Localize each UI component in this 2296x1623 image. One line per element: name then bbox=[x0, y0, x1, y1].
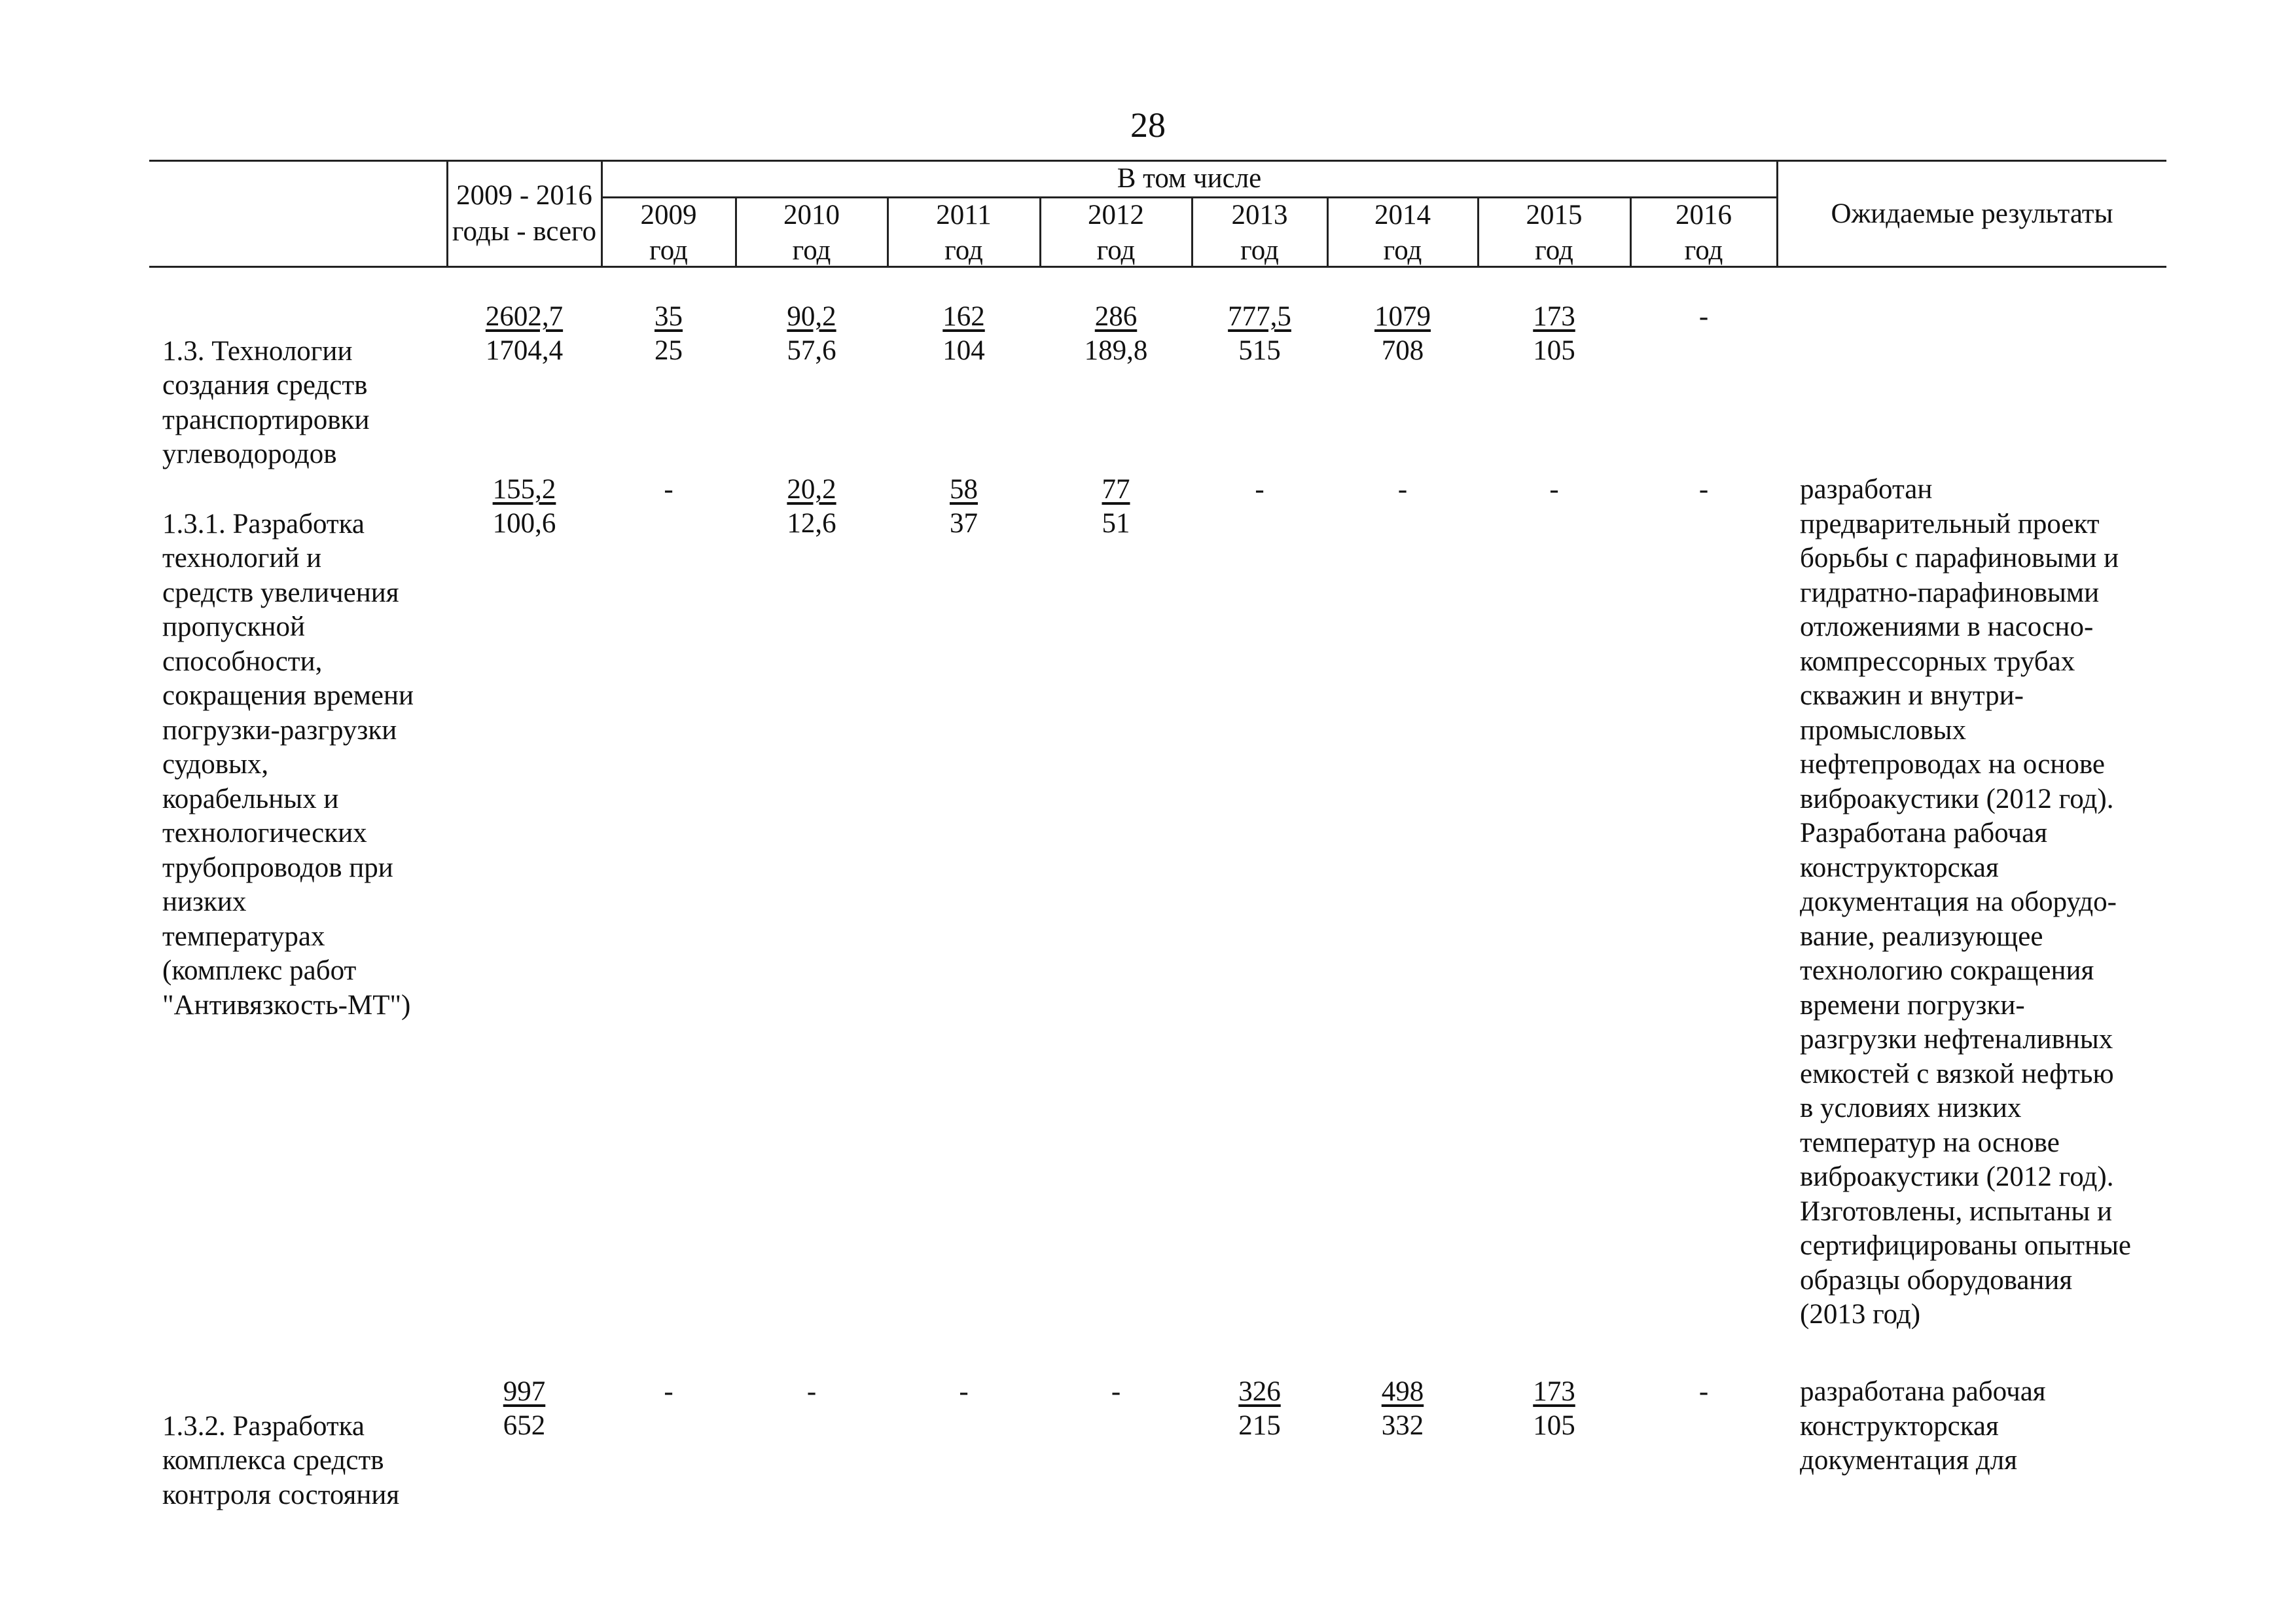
year-cell bbox=[602, 1375, 735, 1409]
year-value-top: 498 bbox=[1381, 1376, 1424, 1407]
results-line: технологию сокращения bbox=[1800, 955, 2094, 986]
results-line: емкостей с вязкой нефтью bbox=[1800, 1058, 2114, 1089]
row-name-line: контроля состояния bbox=[162, 1479, 400, 1510]
year-cell bbox=[1041, 1375, 1191, 1409]
year-value-bottom: 104 bbox=[942, 335, 985, 366]
year-value-top: 173 bbox=[1533, 1376, 1575, 1407]
results-line: конструкторская bbox=[1800, 852, 1999, 883]
year-cell bbox=[1479, 473, 1630, 507]
year-cell bbox=[1193, 300, 1327, 368]
year-cell bbox=[888, 1375, 1039, 1409]
results-line: скважин и внутри- bbox=[1800, 680, 2024, 711]
year-cell bbox=[1328, 300, 1477, 368]
year-header-2010: 2010 bbox=[783, 200, 840, 230]
year-cell bbox=[1631, 1375, 1776, 1409]
year-cell bbox=[736, 473, 887, 541]
results-line: разгрузки нефтеналивных bbox=[1800, 1024, 2113, 1055]
year-header-2009: 2009 bbox=[640, 200, 697, 230]
row-name-line: средств увеличения bbox=[162, 577, 399, 608]
year-value-bottom: 105 bbox=[1533, 1410, 1575, 1441]
results-line: в условиях низких bbox=[1800, 1093, 2022, 1123]
year-cell bbox=[1479, 1375, 1630, 1443]
year-value-top: - bbox=[806, 1376, 817, 1407]
year-header-2011: 2011 bbox=[936, 200, 992, 230]
col-divider bbox=[446, 161, 448, 266]
year-value-bottom: 25 bbox=[655, 335, 683, 366]
results-header: Ожидаемые результаты bbox=[1831, 198, 2113, 229]
year-value-bottom: 708 bbox=[1381, 335, 1424, 366]
year-value-top: - bbox=[1698, 301, 1709, 332]
year-value-bottom: 189,8 bbox=[1084, 335, 1148, 366]
year-cell bbox=[736, 1375, 887, 1409]
row-name bbox=[162, 300, 369, 472]
total-budget: 652 bbox=[503, 1410, 546, 1441]
year-value-bottom: 57,6 bbox=[787, 335, 836, 366]
year-value-bottom: 515 bbox=[1238, 335, 1281, 366]
row-name-line: температурах bbox=[162, 921, 325, 952]
total-budget: 1704,4 bbox=[485, 335, 564, 366]
total-funding: 997 bbox=[503, 1376, 546, 1407]
group-header: В том числе bbox=[1117, 163, 1262, 194]
row-name-line: технологий и bbox=[162, 543, 322, 574]
year-cell bbox=[1041, 300, 1191, 368]
year-value-top: 58 bbox=[950, 474, 978, 505]
year-value-top: - bbox=[1549, 474, 1559, 505]
row-name-line: 1.3. Технологии bbox=[162, 335, 353, 367]
year-cell bbox=[888, 473, 1039, 541]
page-number: 28 bbox=[1130, 105, 1166, 145]
year-cell bbox=[1328, 473, 1477, 507]
results-line: гидратно-парафиновыми bbox=[1800, 577, 2100, 608]
year-value-top: - bbox=[1698, 474, 1709, 505]
year-cell bbox=[1479, 300, 1630, 368]
row-name-line: трубопроводов при bbox=[162, 852, 393, 883]
row-total bbox=[448, 473, 601, 541]
results-line: промысловых bbox=[1800, 714, 1967, 746]
results-line: образцы оборудования bbox=[1800, 1264, 2073, 1296]
row-name-line: технологических bbox=[162, 818, 367, 848]
year-value-top: 162 bbox=[942, 301, 985, 332]
year-cell bbox=[1631, 473, 1776, 507]
row-name bbox=[162, 1375, 399, 1512]
results-line: Разработана рабочая bbox=[1800, 818, 2047, 848]
year-value-bottom: 332 bbox=[1381, 1410, 1424, 1441]
row-name-line: погрузки-разгрузки bbox=[162, 714, 397, 746]
year-header-2012: 2012 bbox=[1088, 200, 1144, 230]
row-name-line: судовых, bbox=[162, 749, 269, 780]
results-line: Изготовлены, испытаны и bbox=[1800, 1195, 2113, 1227]
total-header-bottom: годы - всего bbox=[452, 216, 597, 247]
row-name-line: 1.3.2. Разработка bbox=[162, 1410, 365, 1442]
results-line: сертифицированы опытные bbox=[1800, 1230, 2131, 1261]
year-value-top: 35 bbox=[655, 301, 683, 332]
year-cell bbox=[1193, 1375, 1327, 1443]
year-value-top: - bbox=[1255, 474, 1265, 505]
row-name-line: способности, bbox=[162, 646, 323, 677]
year-value-top: - bbox=[664, 1376, 673, 1407]
year-unit-label: год bbox=[1535, 235, 1573, 266]
year-value-top: - bbox=[1111, 1376, 1121, 1407]
total-header-top: 2009 - 2016 bbox=[456, 180, 592, 211]
results-line: температур на основе bbox=[1800, 1127, 2060, 1158]
row-name-line: комплекса средств bbox=[162, 1445, 384, 1476]
row-total bbox=[448, 300, 601, 368]
year-cell bbox=[602, 300, 735, 368]
results-line: предварительный проект bbox=[1800, 508, 2100, 539]
results-line: вание, реализующее bbox=[1800, 921, 2043, 952]
total-funding: 2602,7 bbox=[485, 301, 564, 332]
row-name-line: сокращения времени bbox=[162, 680, 414, 711]
year-unit-label: год bbox=[1096, 235, 1136, 266]
year-unit-label: год bbox=[944, 235, 983, 266]
expected-results bbox=[1800, 473, 2166, 1332]
results-line: разработана рабочая bbox=[1800, 1376, 2046, 1407]
row-name-line: "Антивязкость-МТ") bbox=[162, 989, 411, 1021]
year-unit-label: год bbox=[649, 235, 688, 266]
year-cell bbox=[1328, 1375, 1477, 1443]
year-unit-label: год bbox=[792, 235, 831, 266]
year-value-top: 326 bbox=[1238, 1376, 1281, 1407]
results-line: борьбы с парафиновыми и bbox=[1800, 543, 2119, 574]
year-value-top: - bbox=[959, 1376, 969, 1407]
row-name-line: транспортировки bbox=[162, 404, 370, 435]
results-line: виброакустики (2012 год). bbox=[1800, 1161, 2114, 1192]
year-value-top: - bbox=[1397, 474, 1408, 505]
row-name-line: (комплекс работ bbox=[162, 955, 357, 986]
results-line: документация на оборудо- bbox=[1800, 886, 2117, 917]
results-line: виброакустики (2012 год). bbox=[1800, 783, 2114, 814]
row-name-line: пропускной bbox=[162, 611, 306, 642]
year-value-top: 20,2 bbox=[787, 474, 836, 505]
year-value-top: - bbox=[1698, 1376, 1709, 1407]
year-cell bbox=[1041, 473, 1191, 541]
expected-results bbox=[1800, 1375, 2166, 1478]
row-name-line: создания средств bbox=[162, 370, 368, 401]
total-funding: 155,2 bbox=[492, 474, 556, 505]
row-name-line: корабельных и bbox=[162, 783, 339, 814]
total-budget: 100,6 bbox=[492, 508, 556, 539]
results-line: отложениями в насосно- bbox=[1800, 611, 2094, 642]
year-unit-label: год bbox=[1684, 235, 1723, 266]
year-value-bottom: 105 bbox=[1533, 335, 1575, 366]
row-total bbox=[448, 1375, 601, 1443]
results-line: (2013 год) bbox=[1800, 1299, 1921, 1330]
year-value-top: 90,2 bbox=[787, 301, 836, 332]
results-line: документация для bbox=[1800, 1445, 2017, 1476]
results-line: нефтепроводах на основе bbox=[1800, 749, 2106, 780]
row-name-line: низких bbox=[162, 886, 247, 917]
year-header-2013: 2013 bbox=[1231, 200, 1288, 230]
year-cell bbox=[888, 300, 1039, 368]
year-value-bottom: 51 bbox=[1102, 508, 1130, 539]
year-value-top: 286 bbox=[1094, 301, 1138, 332]
row-name bbox=[162, 473, 414, 1023]
results-line: компрессорных трубах bbox=[1800, 646, 2075, 677]
year-header-2015: 2015 bbox=[1526, 200, 1583, 230]
results-line: разработан bbox=[1800, 474, 1933, 505]
year-header-2016: 2016 bbox=[1676, 200, 1732, 230]
year-value-top: - bbox=[664, 474, 673, 505]
year-cell bbox=[1193, 473, 1327, 507]
year-header-2014: 2014 bbox=[1374, 200, 1431, 230]
results-line: конструкторская bbox=[1800, 1410, 1999, 1442]
year-value-top: 77 bbox=[1102, 474, 1130, 505]
row-name-line: 1.3.1. Разработка bbox=[162, 508, 365, 539]
year-value-top: 777,5 bbox=[1228, 301, 1291, 332]
results-line: времени погрузки- bbox=[1800, 989, 2025, 1021]
year-unit-label: год bbox=[1383, 235, 1422, 266]
year-value-bottom: 215 bbox=[1238, 1410, 1281, 1441]
year-value-bottom: 12,6 bbox=[787, 508, 836, 539]
year-value-top: 1079 bbox=[1374, 301, 1431, 332]
year-value-bottom: 37 bbox=[950, 508, 978, 539]
year-cell bbox=[602, 473, 735, 507]
year-unit-label: год bbox=[1240, 235, 1279, 266]
year-cell bbox=[736, 300, 887, 368]
row-name-line: углеводородов bbox=[162, 439, 337, 469]
year-value-top: 173 bbox=[1533, 301, 1575, 332]
year-cell bbox=[1631, 300, 1776, 334]
